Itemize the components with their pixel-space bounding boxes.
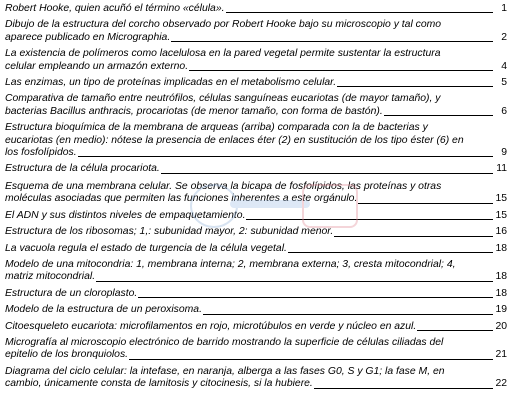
toc-entry-text: Estructura bioquímica de la membrana de arqueas (arriba) comparada con la de bacterias y: [5, 122, 428, 134]
toc-entry[interactable]: [5, 163, 507, 175]
toc-entry-text: Dibujo de la estructura del corcho observado por Robert Hooke bajo su microscopio y tal como: [5, 19, 442, 31]
toc-page-number[interactable]: 5: [501, 77, 507, 89]
toc-entry[interactable]: [5, 337, 507, 362]
toc-page-number[interactable]: 16: [495, 226, 507, 238]
toc-page-number[interactable]: 20: [495, 320, 507, 332]
dot-leader: [314, 388, 493, 389]
toc-entry-line: [5, 163, 507, 175]
table-of-figures: [5, 0, 507, 391]
dot-leader: [96, 281, 493, 282]
dot-leader: [384, 115, 493, 116]
toc-entry-line: [5, 243, 507, 255]
toc-entry-line: [5, 135, 507, 147]
toc-entry-text: Diagrama del ciclo celular: la intefase, en naranja, alberga a las fases G0, S y G1; la fase M, en: [5, 365, 445, 377]
toc-entry[interactable]: [5, 3, 507, 15]
dot-leader: [334, 236, 493, 237]
toc-entry-text: epitelio de los bronquiolos.: [5, 349, 129, 361]
toc-entry-text: Modelo de la estructura de un peroxisoma.: [5, 304, 202, 316]
toc-entry-text: Las enzimas, un tipo de proteínas implicadas en el metabolismo celular.: [5, 77, 337, 89]
toc-entry[interactable]: [5, 226, 507, 238]
toc-entry-text: Micrografía al microscopio electrónico de barrido mostrando la superficie de células ciliadas del: [5, 336, 444, 348]
dot-leader: [129, 359, 493, 360]
toc-entry[interactable]: [5, 48, 507, 73]
toc-entry-text: eucariotas (en medio): nótese la presencia de enlaces éter (2) en sustitución de los tipo éster (6) en: [5, 134, 464, 146]
toc-entry-line: [5, 210, 507, 222]
dot-leader: [189, 70, 493, 71]
toc-entry[interactable]: [5, 366, 507, 391]
toc-entry-line: [5, 122, 507, 134]
toc-entry[interactable]: [5, 259, 507, 284]
toc-entry-line: [5, 77, 507, 89]
toc-entry[interactable]: [5, 93, 507, 118]
toc-entry-line: [5, 48, 507, 60]
toc-page-number[interactable]: 19: [495, 304, 507, 316]
toc-entry-text: los fosfolípidos.: [5, 147, 77, 159]
toc-entry-text: Estructura de la célula procariota.: [5, 163, 160, 175]
toc-entry-line: [5, 366, 507, 378]
toc-entry-text: Estructura de un cloroplasto.: [5, 287, 138, 299]
toc-entry-line: [5, 3, 507, 15]
dot-leader: [226, 12, 494, 13]
toc-entry-line: [5, 378, 507, 390]
dot-leader: [337, 86, 493, 87]
toc-entry-text: La existencia de polímeros como lacelulosa en la pared vegetal permite sustentar la estructura: [5, 48, 441, 60]
toc-entry[interactable]: [5, 210, 507, 222]
toc-entry-line: [5, 181, 507, 193]
toc-entry-line: [5, 288, 507, 300]
toc-page-number[interactable]: 15: [495, 209, 507, 221]
toc-entry-line: [5, 193, 507, 205]
toc-entry[interactable]: [5, 19, 507, 44]
toc-entry-text: El ADN y sus distintos niveles de empaquetamiento.: [5, 209, 246, 221]
toc-entry-line: [5, 321, 507, 333]
toc-page-number[interactable]: 1: [501, 3, 507, 14]
toc-page-number[interactable]: 2: [501, 31, 507, 43]
toc-entry-text: cambio, únicamente consta de lamitosis y citocinesis, si la hubiere.: [5, 378, 313, 390]
toc-entry-line: [5, 226, 507, 238]
toc-entry-line: [5, 271, 507, 283]
toc-entry-text: Estructura de los ribosomas; 1,: subunidad mayor, 2: subunidad menor.: [5, 226, 334, 238]
dot-leader: [358, 203, 493, 204]
dot-leader: [78, 156, 493, 157]
dot-leader: [138, 297, 493, 298]
toc-entry-line: [5, 61, 507, 73]
toc-page-number[interactable]: 18: [495, 271, 507, 283]
dot-leader: [203, 314, 493, 315]
toc-page-number[interactable]: 18: [495, 242, 507, 254]
toc-entry-line: [5, 337, 507, 349]
toc-entry[interactable]: [5, 77, 507, 89]
toc-page-number[interactable]: 18: [495, 287, 507, 299]
toc-entry-line: [5, 106, 507, 118]
toc-entry-line: [5, 19, 507, 31]
dot-leader: [246, 219, 493, 220]
toc-entry-text: moléculas asociadas que permiten las funciones inherentes a este orgánulo.: [5, 193, 358, 205]
toc-page-number[interactable]: 4: [501, 60, 507, 72]
toc-entry-text: Robert Hooke, quien acuñó el término «célula».: [5, 3, 225, 14]
toc-entry-line: [5, 147, 507, 159]
toc-entry[interactable]: [5, 321, 507, 333]
toc-entry-text: Comparativa de tamaño entre neutrófilos, células sanguíneas eucariotas (de mayor tamaño), y: [5, 93, 441, 105]
toc-page-number[interactable]: 6: [501, 105, 507, 117]
toc-page-number[interactable]: 9: [501, 147, 507, 159]
toc-entry-line: [5, 349, 507, 361]
toc-entry-text: aparece publicado en Micrographia.: [5, 31, 171, 43]
toc-entry[interactable]: [5, 304, 507, 316]
dot-leader: [288, 252, 493, 253]
dot-leader: [171, 41, 493, 42]
toc-entry-text: matriz mitocondrial.: [5, 271, 96, 283]
toc-entry-text: Modelo de una mitocondria: 1, membrana interna; 2, membrana externa; 3, cresta mitocondrial; 4,: [5, 258, 456, 270]
toc-entry[interactable]: [5, 181, 507, 206]
toc-entry-line: [5, 259, 507, 271]
toc-page-number[interactable]: 21: [495, 349, 507, 361]
toc-page-number[interactable]: 11: [496, 163, 507, 175]
toc-entry-line: [5, 32, 507, 44]
toc-entry-line: [5, 304, 507, 316]
dot-leader: [417, 330, 493, 331]
toc-entry-text: bacterias Bacillus anthracis, procariotas (de menor tamaño, con forma de bastón).: [5, 105, 383, 117]
toc-entry[interactable]: [5, 122, 507, 159]
toc-entry-text: Citoesqueleto eucariota: microfilamentos en rojo, microtúbulos en verde y núcleo en azul.: [5, 320, 417, 332]
toc-entry-line: [5, 93, 507, 105]
toc-entry-text: celular empleando un armazón externo.: [5, 60, 189, 72]
toc-entry[interactable]: [5, 288, 507, 300]
toc-entry[interactable]: [5, 243, 507, 255]
toc-page-number[interactable]: 22: [495, 378, 507, 390]
toc-entry-text: Esquema de una membrana celular. Se observa la bicapa de fosfolípidos, las proteínas y otras: [5, 180, 442, 192]
toc-entry-text: La vacuola regula el estado de turgencia de la célula vegetal.: [5, 242, 287, 254]
toc-page-number[interactable]: 15: [495, 193, 507, 205]
dot-leader: [161, 173, 493, 174]
